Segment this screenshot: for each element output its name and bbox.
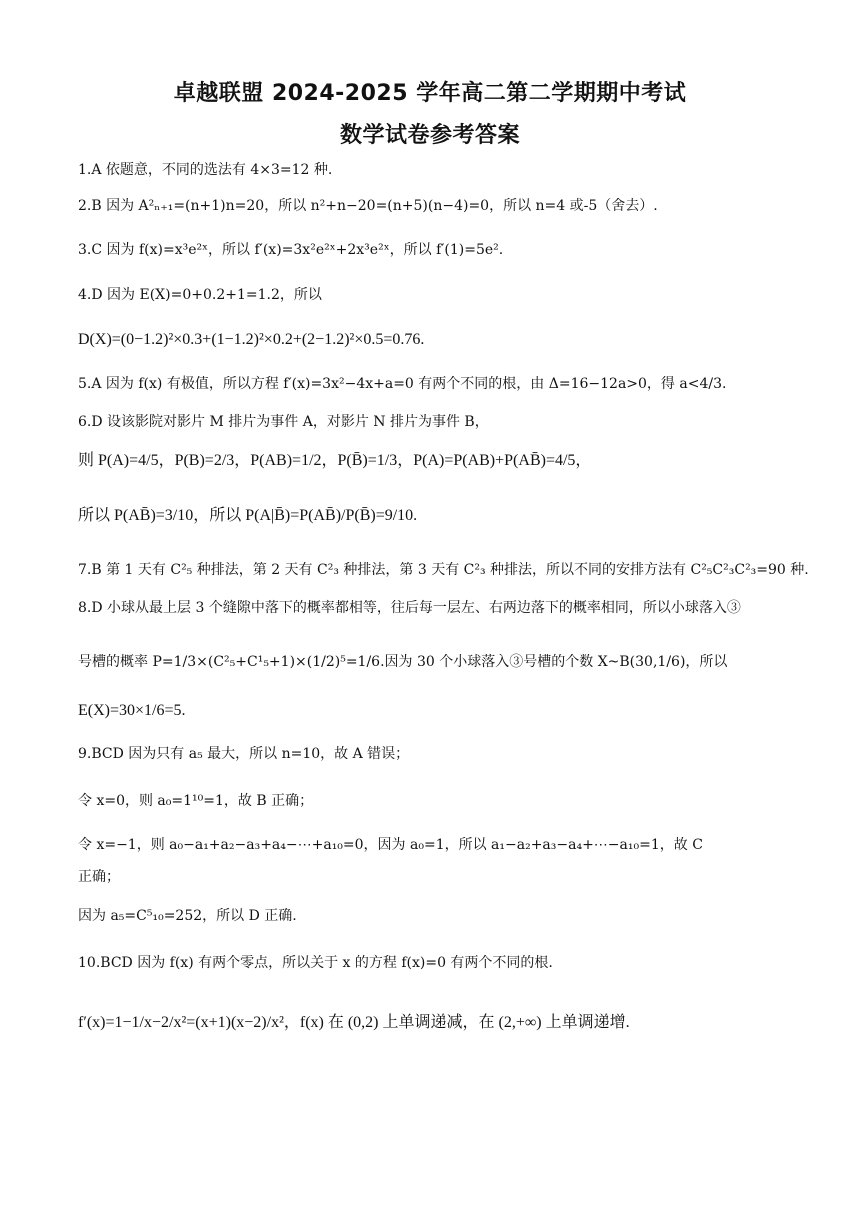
answer-q10: 10.BCD 因为 f(x) 有两个零点，所以关于 x 的方程 f(x)=0 有两个不同的根. [78,955,553,971]
exam-title: 卓越联盟 2024-2025 学年高二第二学期期中考试 [173,81,687,106]
answer-q6: 6.D 设该影院对影片 M 排片为事件 A，对影片 N 排片为事件 B， [78,414,489,430]
answer-q7: 7.B 第 1 天有 C²₅ 种排法，第 2 天有 C²₃ 种排法，第 3 天有 C²₃ 种排法，所以不同的安排方法有 C²₅C²₃C²₃=90 种. [78,562,809,578]
answer-q1: 1.A 依题意，不同的选法有 4×3=12 种. [78,162,333,178]
answer-q8: 8.D 小球从最上层 3 个缝隙中落下的概率都相等，往后每一层左、右两边落下的概率相同，所以小球落入③ [78,600,741,616]
answer-q9-b: 令 x=0，则 a₀=1¹⁰=1，故 B 正确； [78,793,314,809]
answer-q3: 3.C 因为 f(x)=x³e²ˣ，所以 f′(x)=3x²e²ˣ+2x³e²ˣ，所以 f′(1)=5e². [78,242,504,258]
answer-q8-probability: 号槽的概率 P=1/3×(C²₅+C¹₅+1)×(1/2)⁵=1/6.因为 30 个小球落入③号槽的个数 X~B(30,1/6)，所以 [78,654,728,670]
answer-q9-c: 令 x=−1，则 a₀−a₁+a₂−a₃+a₄−⋯+a₁₀=0，因为 a₀=1，所以 a₁−a₂+a₃−a₄+⋯−a₁₀=1，故 C [78,837,703,853]
answer-q2: 2.B 因为 A²ₙ₊₁=(n+1)n=20，所以 n²+n−20=(n+5)(n−4)=0，所以 n=4 或-5（舍去）. [78,198,658,214]
answer-q5: 5.A 因为 f(x) 有极值，所以方程 f′(x)=3x²−4x+a=0 有两个不同的根，由 Δ=16−12a>0，得 a<4/3. [78,376,727,392]
answer-q9: 9.BCD 因为只有 a₅ 最大，所以 n=10，故 A 错误； [78,746,410,762]
answer-q9-d: 因为 a₅=C⁵₁₀=252，所以 D 正确. [78,908,297,924]
answer-q8-expectation: E(X)=30×1/6=5. [78,702,186,719]
answer-q6-conditional: 所以 P(AB̄)=3/10，所以 P(A|B̄)=P(AB̄)/P(B̄)=9/10. [78,507,418,524]
answer-q9-c-cont: 正确； [78,869,120,885]
answer-key-subtitle: 数学试卷参考答案 [339,123,520,148]
answer-q4-variance: D(X)=(0−1.2)²×0.3+(1−1.2)²×0.2+(2−1.2)²×0.5=0.76. [78,331,425,348]
answer-q4: 4.D 因为 E(X)=0+0.2+1=1.2，所以 [78,287,322,303]
answer-q10-derivative: f′(x)=1−1/x−2/x²=(x+1)(x−2)/x²，f(x) 在 (0,2) 上单调递减，在 (2,+∞) 上单调递增. [78,1014,630,1031]
answer-q6-probabilities: 则 P(A)=4/5，P(B)=2/3，P(AB)=1/2，P(B̄)=1/3，P(A)=P(AB)+P(AB̄)=4/5， [78,452,592,469]
